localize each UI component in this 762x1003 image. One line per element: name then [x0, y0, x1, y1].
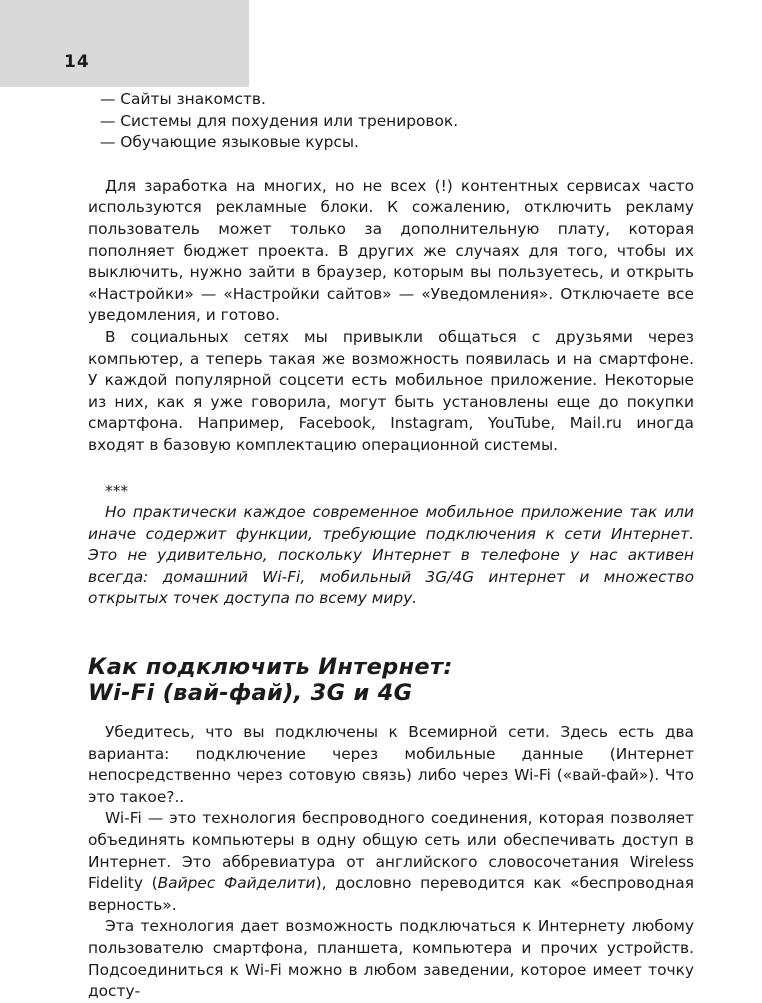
- paragraph-ads: Для заработка на многих, но не всех (!) контентных сервисах часто используются рекламные блоки. К сожалению, отключить рекламу пользователь может только за дополнительную плату, которая пополняет бюджет проекта. В других же случаях для того, чтобы их выключить, нужно зайти в браузер, которым вы пользуетесь, и открыть «Настройки» — «Настройки сайтов» — «Уведомления». Отключаете все уведомления, и готово.: [88, 176, 694, 325]
- wifi-definition-start: Wi-Fi — это технология беспроводного соединения, которая позволяет объединять компьютеры в одну общую сеть или обеспечивать доступ в Интернет. Это аббревиатура от английского словосочетания Wireless Fidelity (: [88, 809, 694, 893]
- section-separator: ***: [105, 481, 129, 500]
- section-heading-line1: Как подключить Интернет:: [88, 654, 453, 681]
- italic-note: [88, 502, 694, 610]
- paragraph-social: В социальных сетях мы привыкли общаться с друзьями через компьютер, а теперь такая же возможность появилась и на смартфоне. У каждой популярной соцсети есть мобильное приложение. Некоторые из них, как я уже говорила, могут быть установлены еще до покупки смартфона. Например, Facebook, Instagram, YouTube, Mail.ru иногда входят в базовую комплектацию операционной системы.: [88, 327, 694, 454]
- paragraph-check-connection: Убедитесь, что вы подключены к Всемирной сети. Здесь есть два варианта: подключение через мобильные данные (Интернет непосредственно через сотовую связь) либо через Wi-Fi («вай-фай»). Что это такое?..: [88, 723, 694, 806]
- wifi-pronunciation: Вайрес Файделити: [157, 874, 316, 893]
- paragraph-italic-note: Но практически каждое современное мобильное приложение так или иначе содержит функции, требующие подключения к сети Интернет. Это не удивительно, поскольку Интернет в телефоне у нас активен всегда: домашний Wi-Fi, мобильный 3G/4G интернет и множество открытых точек доступа по всему миру.: [88, 503, 694, 608]
- section-heading: [88, 654, 694, 706]
- wifi-definition-end: ), дословно переводится как «беспроводная верность».: [88, 874, 694, 914]
- page-number-tab: [0, 0, 249, 87]
- page-number: 14: [64, 52, 90, 72]
- section-heading-line2: Wi-Fi (вай-фай), 3G и 4G: [88, 680, 413, 707]
- list-item: — Обучающие языковые курсы.: [88, 132, 694, 154]
- paragraph-wifi-definition: [88, 808, 694, 916]
- page-content: [88, 89, 694, 1003]
- list-item: — Системы для похудения или тренировок.: [88, 111, 694, 133]
- list-item: — Сайты знакомств.: [88, 89, 694, 111]
- feature-list: [88, 89, 694, 154]
- paragraph-wifi-usage: Эта технология дает возможность подключаться к Интернету любому пользователю смартфона, планшета, компьютера и прочих устройств. Подсоединиться к Wi-Fi можно в любом заведении, которое имеет точку досту-: [88, 917, 694, 1001]
